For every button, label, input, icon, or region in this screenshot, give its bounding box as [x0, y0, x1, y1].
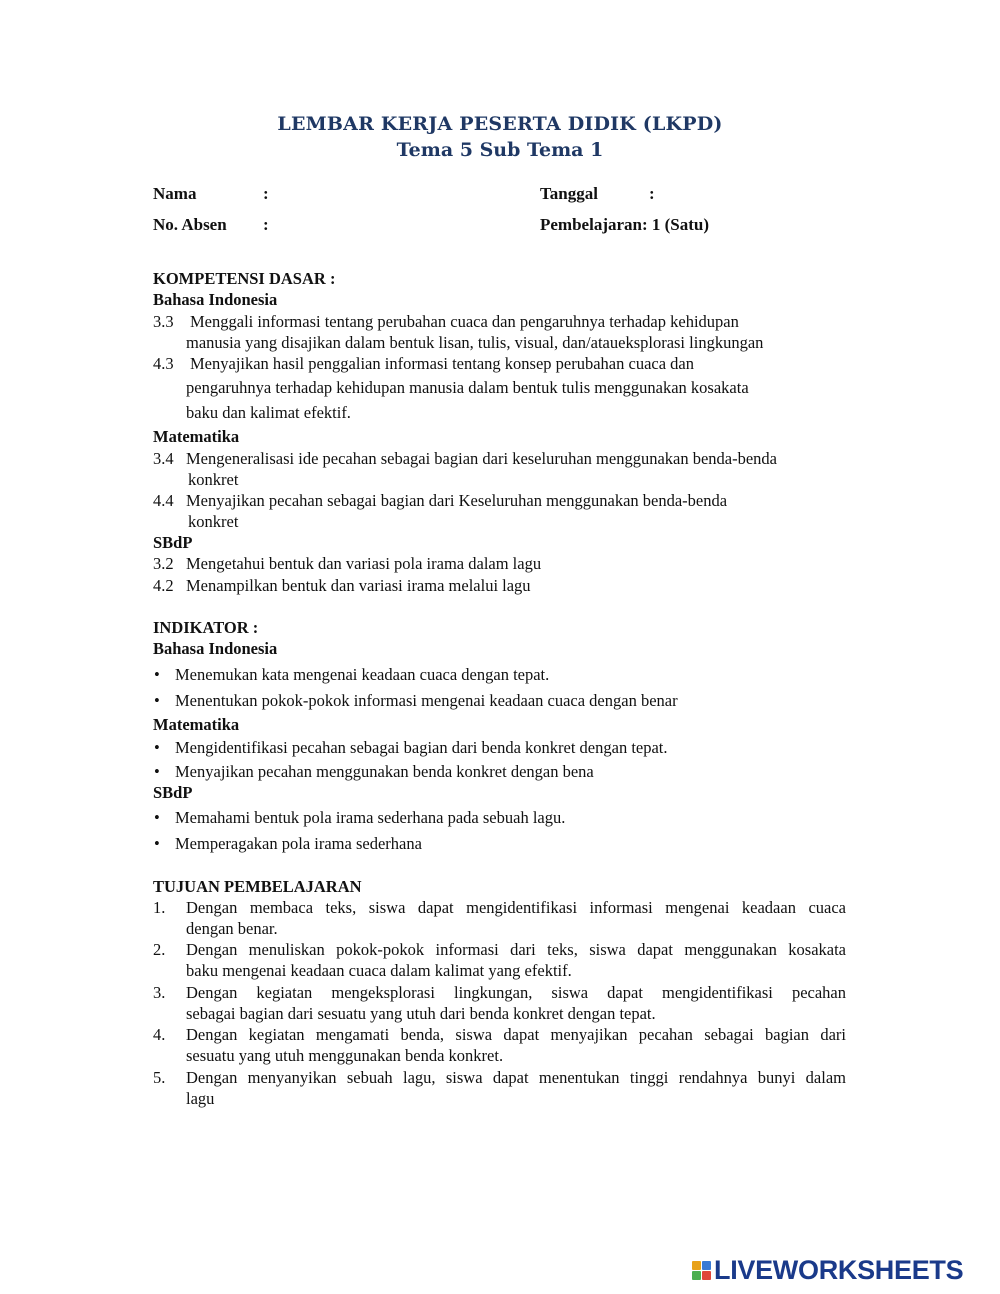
- indikator-item: Mengidentifikasi pecahan sebagai bagian dari benda konkret dengan tepat.: [175, 738, 668, 757]
- indikator-item: Menentukan pokok-pokok informasi mengenai keadaan cuaca dengan benar: [175, 691, 678, 710]
- nama-label: Nama: [153, 184, 197, 203]
- logo-block: [692, 1271, 701, 1280]
- page-subtitle: Tema 5 Sub Tema 1: [396, 139, 604, 161]
- kompetensi-bahasa-label: Bahasa Indonesia: [153, 290, 278, 309]
- tanggal-label: Tanggal: [540, 184, 598, 203]
- nama-colon: :: [263, 184, 269, 203]
- indikator-item: Memperagakan pola irama sederhana: [175, 834, 422, 853]
- tujuan-text: Dengan kegiatan mengeksplorasi lingkungan, siswa dapat mengidentifikasi pecahan: [186, 983, 846, 1002]
- kd-number: 4.3: [153, 354, 174, 373]
- kd-text: baku dan kalimat efektif.: [186, 403, 351, 422]
- kd-number: 3.3: [153, 312, 174, 331]
- kd-number: 4.4: [153, 491, 174, 510]
- kd-number: 4.2: [153, 576, 174, 595]
- kompetensi-heading: KOMPETENSI DASAR :: [153, 269, 336, 288]
- tujuan-text: Dengan membaca teks, siswa dapat mengidentifikasi informasi mengenai keadaan cuaca: [186, 898, 846, 917]
- kd-text: konkret: [188, 470, 239, 489]
- bullet-icon: •: [154, 762, 160, 781]
- tujuan-number: 1.: [153, 898, 166, 917]
- logo-text: LIVEWORKSHEETS: [714, 1254, 964, 1285]
- tujuan-text: sebagai bagian dari sesuatu yang utuh dari benda konkret dengan tepat.: [186, 1004, 656, 1023]
- indikator-item: Memahami bentuk pola irama sederhana pada sebuah lagu.: [175, 808, 566, 827]
- tujuan-number: 3.: [153, 983, 166, 1002]
- kompetensi-sbdp-label: SBdP: [153, 533, 193, 552]
- tujuan-number: 2.: [153, 940, 166, 959]
- kd-number: 3.4: [153, 449, 174, 468]
- absen-label: No. Absen: [153, 215, 227, 234]
- tanggal-colon: :: [649, 184, 655, 203]
- kd-text: manusia yang disajikan dalam bentuk lisan, tulis, visual, dan/ataueksplorasi lingkungan: [186, 333, 764, 352]
- page-title: LEMBAR KERJA PESERTA DIDIK (LKPD): [277, 113, 723, 135]
- indikator-sbdp-label: SBdP: [153, 783, 193, 802]
- bullet-icon: •: [154, 738, 160, 757]
- tujuan-text: dengan benar.: [186, 919, 278, 938]
- tujuan-text: sesuatu yang utuh menggunakan benda konkret.: [186, 1046, 504, 1065]
- bullet-icon: •: [154, 691, 160, 710]
- tujuan-text: Dengan kegiatan mengamati benda, siswa dapat menyajikan pecahan sebagai bagian dari: [186, 1025, 846, 1044]
- kd-text: Mengetahui bentuk dan variasi pola irama dalam lagu: [186, 554, 542, 573]
- bullet-icon: •: [154, 808, 160, 827]
- indikator-heading: INDIKATOR :: [153, 618, 259, 637]
- tujuan-number: 5.: [153, 1068, 166, 1087]
- kompetensi-matematika-label: Matematika: [153, 427, 240, 446]
- kd-text: Menggali informasi tentang perubahan cuaca dan pengaruhnya terhadap kehidupan: [190, 312, 739, 331]
- kd-text: Menampilkan bentuk dan variasi irama melalui lagu: [186, 576, 531, 595]
- kd-text: pengaruhnya terhadap kehidupan manusia dalam bentuk tulis menggunakan kosakata: [186, 378, 749, 397]
- logo-blocks-icon: [692, 1261, 711, 1280]
- tujuan-heading: TUJUAN PEMBELAJARAN: [153, 877, 362, 896]
- pembelajaran-label: Pembelajaran: 1 (Satu): [540, 215, 710, 234]
- indikator-matematika-label: Matematika: [153, 715, 240, 734]
- absen-colon: :: [263, 215, 269, 234]
- tujuan-number: 4.: [153, 1025, 166, 1044]
- bullet-icon: •: [154, 834, 160, 853]
- indikator-item: Menemukan kata mengenai keadaan cuaca dengan tepat.: [175, 665, 550, 684]
- bullet-icon: •: [154, 665, 160, 684]
- tujuan-text: Dengan menyanyikan sebuah lagu, siswa dapat menentukan tinggi rendahnya bunyi dalam: [186, 1068, 846, 1087]
- logo-block: [702, 1261, 711, 1270]
- kd-number: 3.2: [153, 554, 174, 573]
- indikator-item: Menyajikan pecahan menggunakan benda konkret dengan bena: [175, 762, 594, 781]
- liveworksheets-logo[interactable]: [692, 1256, 963, 1284]
- kd-text: Mengeneralisasi ide pecahan sebagai bagian dari keseluruhan menggunakan benda-benda: [186, 449, 778, 468]
- logo-block: [702, 1271, 711, 1280]
- tujuan-text: baku mengenai keadaan cuaca dalam kalimat yang efektif.: [186, 961, 572, 980]
- kd-text: Menyajikan hasil penggalian informasi tentang konsep perubahan cuaca dan: [190, 354, 694, 373]
- indikator-bahasa-label: Bahasa Indonesia: [153, 639, 278, 658]
- kd-text: konkret: [188, 512, 239, 531]
- kd-text: Menyajikan pecahan sebagai bagian dari Keseluruhan menggunakan benda-benda: [186, 491, 728, 510]
- logo-block: [692, 1261, 701, 1270]
- tujuan-text: Dengan menuliskan pokok-pokok informasi dari teks, siswa dapat menggunakan kosakata: [186, 940, 846, 959]
- tujuan-text: lagu: [186, 1089, 215, 1108]
